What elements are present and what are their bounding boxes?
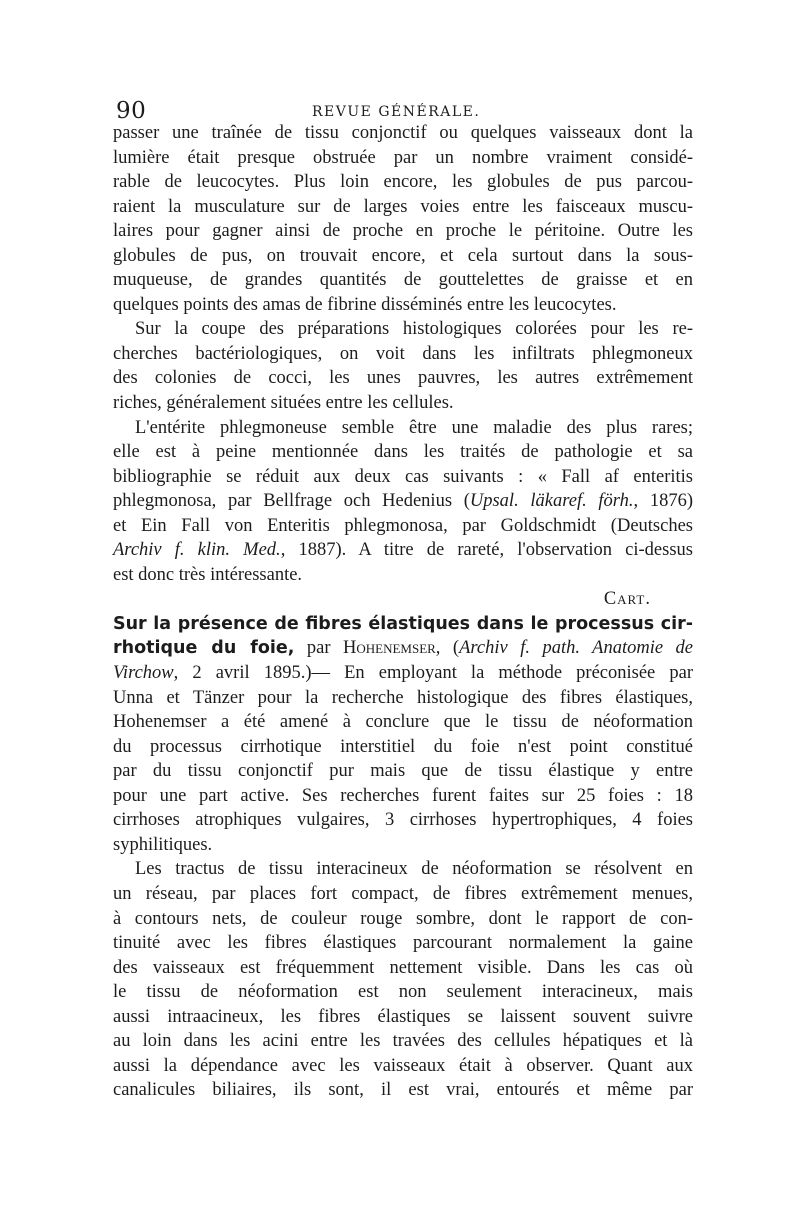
text-fragment: phlegmonosa, par Bellfrage och Hedenius ( xyxy=(113,491,470,512)
text-line: aussi intraacineux, les fibres élastiques se laissent souvent suivre xyxy=(113,1006,693,1027)
text-line: globules de pus, on trouvait encore, et cela surtout dans la sous- xyxy=(113,245,693,266)
article-title: Sur la présence de fibres élastiques dans le processus cir- xyxy=(113,613,693,634)
text-fragment: , 2 avril 1895.)— En employant la méthode préconisée par xyxy=(173,663,693,684)
text-line: pour une part active. Ses recherches furent faites sur 25 foies : 18 xyxy=(113,785,693,806)
text-fragment: ( xyxy=(440,638,460,659)
text-line: syphilitiques. xyxy=(113,834,213,855)
text-line: Hohenemser a été amené à conclure que le tissu de néoformation xyxy=(113,712,693,733)
citation-title: Archiv f. path. Anatomie de xyxy=(459,638,693,659)
text-line xyxy=(113,489,693,514)
text-line: canalicules biliaires, ils sont, il est vrai, entourés et même par xyxy=(113,1080,693,1101)
citation-title: Upsal. läkaref. förh. xyxy=(469,491,634,512)
body-text xyxy=(113,121,693,1103)
text-line: quelques points des amas de fibrine disséminés entre les leucocytes. xyxy=(113,294,617,315)
author-signature: Cart. xyxy=(603,589,651,610)
text-fragment: par xyxy=(294,638,343,659)
text-line: tinuité avec les fibres élastiques parcourant normalement la gaine xyxy=(113,933,693,954)
text-line: des vaisseaux est fréquemment nettement visible. Dans les cas où xyxy=(113,957,693,978)
text-line xyxy=(113,538,693,563)
text-line: elle est à peine mentionnée dans les traités de pathologie et sa xyxy=(113,442,693,463)
citation-title: Archiv f. klin. Med. xyxy=(113,540,281,561)
text-line: Sur la coupe des préparations histologiques colorées pour les re- xyxy=(135,319,693,340)
text-line: Les tractus de tissu interacineux de néoformation se résolvent en xyxy=(135,859,693,880)
text-line: est donc très intéressante. xyxy=(113,564,303,585)
text-line: riches, généralement situées entre les cellules. xyxy=(113,393,454,414)
text-line: du processus cirrhotique interstitiel du foie n'est point constitué xyxy=(113,736,693,757)
text-fragment: , 1887). A titre de rareté, l'observation ci-dessus xyxy=(280,540,693,561)
text-line: cirrhoses atrophiques vulgaires, 3 cirrhoses hypertrophiques, 4 foies xyxy=(113,810,693,831)
citation-title: Virchow xyxy=(113,663,174,684)
text-line: au loin dans les acini entre les travées des cellules hépatiques et là xyxy=(113,1031,693,1052)
text-line: aussi la dépendance avec les vaisseaux était à observer. Quant aux xyxy=(113,1055,693,1076)
text-line: raient la musculature sur de larges voies entre les faisceaux muscu- xyxy=(113,196,693,217)
text-line: cherches bactériologiques, on voit dans les infiltrats phlegmoneux xyxy=(113,343,693,364)
text-line: des colonies de cocci, les unes pauvres, les autres extrêmement xyxy=(113,368,693,389)
text-line: à contours nets, de couleur rouge sombre, dont le rapport de con- xyxy=(113,908,693,929)
text-line: passer une traînée de tissu conjonctif ou quelques vaisseaux dont la xyxy=(113,123,693,143)
text-line: rable de leucocytes. Plus loin encore, les globules de pus parcou- xyxy=(113,172,693,193)
running-head: REVUE GÉNÉRALE. xyxy=(312,104,481,120)
text-line: Unna et Tänzer pour la recherche histologique des fibres élastiques, xyxy=(113,687,693,708)
text-line: laires pour gagner ainsi de proche en proche le péritoine. Outre les xyxy=(113,221,693,242)
text-line: lumière était presque obstruée par un nombre vraiment considé- xyxy=(113,147,693,168)
article-heading-line xyxy=(113,636,693,661)
page-number: 90 xyxy=(116,98,147,124)
text-line: le tissu de néoformation est non seulement interacineux, mais xyxy=(113,982,693,1003)
text-line: par du tissu conjonctif pur mais que de tissu élastique y entre xyxy=(113,761,693,782)
text-line: muqueuse, de grandes quantités de gouttelettes de graisse et en xyxy=(113,270,693,291)
text-line: bibliographie se réduit aux deux cas suivants : « Fall af enteritis xyxy=(113,466,693,487)
text-line: L'entérite phlegmoneuse semble être une maladie des plus rares; xyxy=(135,417,693,438)
text-line: un réseau, par places fort compact, de fibres extrêmement menues, xyxy=(113,883,693,904)
article-heading-line xyxy=(113,612,693,637)
text-line: et Ein Fall von Enteritis phlegmonosa, par Goldschmidt (Deutsches xyxy=(113,515,693,536)
article-author: Hohenemser, xyxy=(343,638,441,659)
article-title: rhotique du foie, xyxy=(113,638,295,659)
text-line xyxy=(113,661,693,686)
text-fragment: , 1876) xyxy=(633,491,693,512)
